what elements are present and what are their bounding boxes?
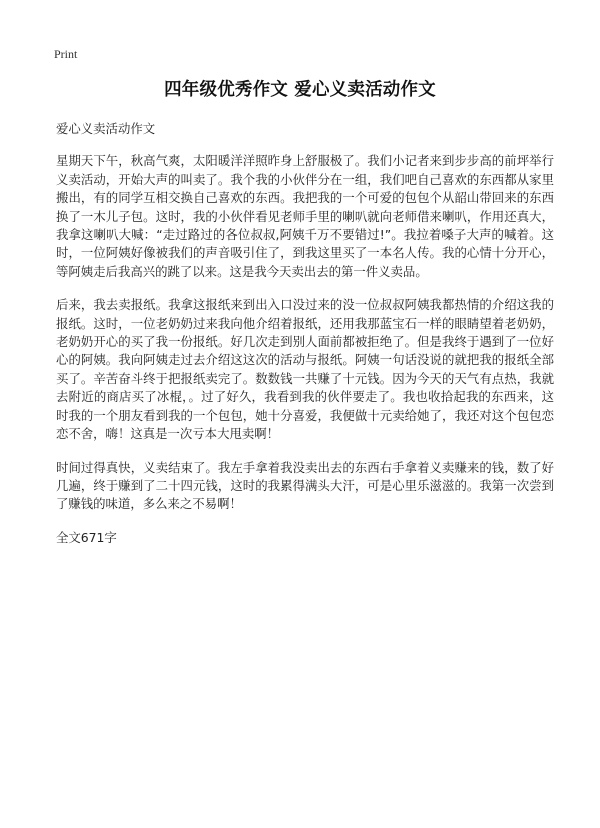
document-title: 四年级优秀作文 爱心义卖活动作文	[164, 80, 436, 100]
print-link[interactable]: Print	[54, 47, 78, 61]
article-paragraph-3: 时间过得真快，义卖结束了。我左手拿着我没卖出去的东西右手拿着义卖赚来的钱，数了好几遍，终于赚到了二十四元钱，这时的我累得满头大汗，可是心里乐滋滋的。我第一次尝到了赚钱的味道，多么来之不易啊！	[56, 459, 554, 512]
article-subtitle: 爱心义卖活动作文	[56, 121, 156, 136]
article-body	[56, 120, 554, 547]
word-count: 全文671字	[56, 529, 117, 545]
article-paragraph-1: 星期天下午，秋高气爽，太阳暖洋洋照昨身上舒服极了。我们小记者来到步步高的前坪举行义卖活动，开始大声的叫卖了。我个我的小伙伴分在一组，我们吧自己喜欢的东西都从家里搬出，有的同学互相交换自己喜欢的东西。我把我的一个可爱的包包个从韶山带回来的东西换了一木儿子包。这时，我的小伙伴看见老师手里的喇叭就向老师借来喇叭，作用还真大，我拿这喇叭大喊：“走过路过的各位叔叔,阿姨千万不要错过!”。我拉着嗓子大声的喊着。这时，一位阿姨好像被我们的声音吸引住了，到我这里买了一本名人传。我的心情十分开心，等阿姨走后我高兴的跳了以来。这是我今天卖出去的第一件义卖品。	[56, 153, 554, 279]
article-paragraph-2: 后来，我去卖报纸。我拿这报纸来到出入口没过来的没一位叔叔阿姨我都热情的介绍这我的报纸。这时，一位老奶奶过来我向他介绍着报纸，还用我那蓝宝石一样的眼睛望着老奶奶，老奶奶开心的买了我一份报纸。好几次走到别人面前都被拒绝了。但是我终于遇到了一位好心的阿姨。我向阿姨走过去介绍这这次的活动与报纸。阿姨一句话没说的就把我的报纸全部买了。辛苦奋斗终于把报纸卖完了。数数钱一共赚了十元钱。因为今天的天气有点热，我就去附近的商店买了冰棍，。过了好久，我看到我的伙伴要走了。我也收拾起我的东西来，这时我的一个朋友看到我的一个包包，她十分喜爱，我便做十元卖给她了，我还对这个包包恋恋不舍，嗨！这真是一次亏本大甩卖啊！	[56, 297, 554, 442]
